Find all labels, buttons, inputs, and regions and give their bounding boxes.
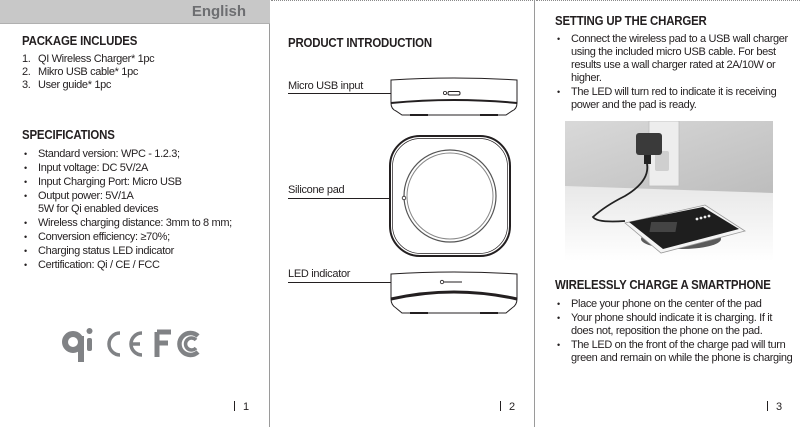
spec-item: • Charging status LED indicator [22,245,267,258]
page-3-panel [536,0,800,427]
specifications-list [22,148,267,273]
page-1-panel [0,0,270,427]
spec-item: • Input Charging Port: Micro USB [22,176,267,189]
page-number: 3 [767,401,782,413]
spec-item: • Conversion efficiency: ≥70%; [22,231,267,244]
package-item: 3. User guide* 1pc [22,79,112,91]
spec-item: • Wireless charging distance: 3mm to 8 mm; [22,217,267,230]
spec-item: • Standard version: WPC - 1.2.3; [22,148,267,161]
silicone-pad-leader-line [288,198,403,199]
charge-step: • Place your phone on the center of the pad [555,298,795,311]
package-list [22,53,262,92]
certification-logos [62,325,204,363]
qi-logo-icon [62,325,96,363]
package-item: 2. Mikro USB cable* 1pc [22,66,138,78]
setup-step: • Connect the wireless pad to a USB wall charger using the included micro USB cable. For best results use a wall charger rated at 2A/10W or higher. [555,33,795,85]
package-includes-heading: PACKAGE INCLUDES [22,33,138,48]
page-number: 1 [234,401,249,413]
charge-step: • The LED on the front of the charge pad will turn green and remain on while the phone is charging [555,339,795,365]
package-item: 1. QI Wireless Charger* 1pc [22,53,155,65]
ce-logo-icon [102,329,148,359]
product-introduction-heading: PRODUCT INTRODUCTION [288,35,432,50]
page-number: 2 [500,401,515,413]
spec-item: • Output power: 5V/1A 5W for Qi enabled devices [22,190,267,216]
charger-top-view-illustration [388,134,512,258]
charging-setup-photo [565,121,773,261]
setting-up-heading: SETTING UP THE CHARGER [555,13,707,28]
spec-item: • Input voltage: DC 5V/2A [22,162,267,175]
language-header: English [0,0,270,24]
charge-steps-list [555,298,795,366]
charger-side-view-usb-illustration [388,77,520,121]
led-indicator-callout: LED indicator [288,268,351,280]
charger-side-view-led-illustration [388,271,520,319]
silicone-pad-callout: Silicone pad [288,184,345,196]
setup-steps-list [555,33,795,113]
specifications-heading: SPECIFICATIONS [22,127,115,142]
wirelessly-charge-heading: WIRELESSLY CHARGE A SMARTPHONE [555,277,771,292]
spec-item: • Certification: Qi / CE / FCC [22,259,267,272]
setup-step: • The LED will turn red to indicate it is receiving power and the pad is ready. [555,86,795,112]
micro-usb-callout: Micro USB input [288,80,363,92]
fcc-logo-icon [154,329,204,359]
charge-step: • Your phone should indicate it is charging. If it does not, reposition the phone on the pad. [555,312,795,338]
page-2-panel [271,0,535,427]
